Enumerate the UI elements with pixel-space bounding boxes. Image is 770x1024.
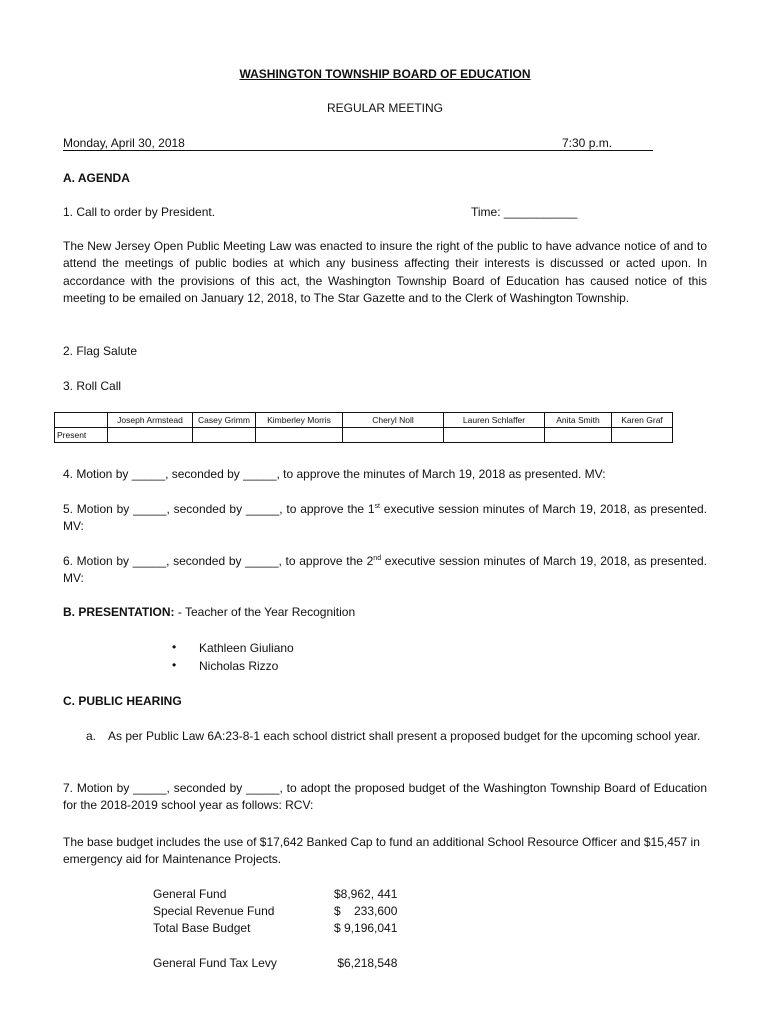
presentation-line: [63, 605, 355, 619]
present-cell[interactable]: [256, 428, 343, 443]
budget-value: $8,962, 441: [334, 887, 398, 901]
motion-5-text: 5. Motion by _____, seconded by _____, to approve the 1: [63, 502, 375, 516]
motion-6-text: 6. Motion by _____, seconded by _____, to approve the 2: [63, 554, 374, 568]
present-cell[interactable]: [444, 428, 545, 443]
present-cell[interactable]: [108, 428, 193, 443]
document-title: WASHINGTON TOWNSHIP BOARD OF EDUCATION: [239, 67, 531, 81]
roll-call-table: [54, 412, 673, 443]
member-name: Karen Graf: [612, 413, 673, 428]
motion-5-text-end: executive session minutes of March 19, 2018, as presented. MV:: [63, 502, 707, 534]
present-cell[interactable]: [545, 428, 612, 443]
agenda-heading: A. AGENDA: [63, 171, 130, 185]
member-name: Cheryl Noll: [343, 413, 444, 428]
member-name: Casey Grimm: [193, 413, 256, 428]
present-cell[interactable]: [612, 428, 673, 443]
bullet-icon: •: [172, 658, 177, 672]
public-hearing-heading: C. PUBLIC HEARING: [63, 694, 182, 708]
budget-label: Special Revenue Fund: [153, 904, 275, 918]
budget-label: General Fund Tax Levy: [153, 956, 277, 970]
present-cell[interactable]: [193, 428, 256, 443]
honoree-name: Kathleen Giuliano: [199, 641, 294, 655]
flag-salute: 2. Flag Salute: [63, 344, 138, 358]
honoree-name: Nicholas Rizzo: [199, 659, 279, 673]
member-name: Kimberley Morris: [256, 413, 343, 428]
meeting-time: 7:30 p.m.: [562, 136, 613, 150]
call-to-order: 1. Call to order by President.: [63, 205, 216, 219]
meeting-type: REGULAR MEETING: [326, 101, 443, 115]
motion-4: 4. Motion by _____, seconded by _____, to approve the minutes of March 19, 2018 as presented. MV:: [63, 467, 606, 481]
base-budget-text: The base budget includes the use of $17,642 Banked Cap to fund an additional School Resource Officer and $15,457 in emergency aid for Maintenance Projects.: [63, 835, 700, 867]
roll-call: 3. Roll Call: [63, 379, 122, 393]
motion-6-text-end: executive session minutes of March 19, 2018, as presented. MV:: [63, 554, 707, 586]
table-row: [55, 428, 673, 443]
time-field: Time: ___________: [471, 205, 578, 219]
present-label: Present: [55, 428, 108, 443]
budget-value: $6,218,548: [334, 956, 398, 970]
item-marker: a.: [86, 729, 97, 743]
date-line: [63, 136, 653, 151]
budget-value: $ 233,600: [334, 904, 398, 918]
member-name: Joseph Armstead: [108, 413, 193, 428]
bullet-icon: •: [172, 640, 177, 654]
opma-statement: The New Jersey Open Public Meeting Law was enacted to insure the right of the public to have advance notice of and to attend the meetings of public bodies at which any business affecting their interests is discussed or acted upon. In accordance with the provisions of this act, the Washington Township Board of Education has caused notice of this meeting to be emailed on January 12, 2018, to The Star Gazette and to the Clerk of Washington Township.: [63, 239, 707, 306]
budget-label: Total Base Budget: [153, 921, 251, 935]
motion-7: 7. Motion by _____, seconded by _____, to adopt the proposed budget of the Washington Township Board of Education for the 2018-2019 school year as follows: RCV:: [63, 781, 707, 813]
meeting-date: Monday, April 30, 2018: [63, 136, 185, 150]
budget-label: General Fund: [153, 887, 227, 901]
present-cell[interactable]: [343, 428, 444, 443]
table-row: [55, 413, 673, 428]
ordinal-suffix: st: [374, 503, 380, 510]
presentation-subject: - Teacher of the Year Recognition: [174, 605, 356, 619]
table-cell: [55, 413, 108, 428]
member-name: Lauren Schlaffer: [444, 413, 545, 428]
budget-value: $ 9,196,041: [334, 921, 398, 935]
ordinal-suffix: nd: [373, 555, 382, 562]
presentation-heading: B. PRESENTATION:: [63, 605, 175, 619]
public-law-item: As per Public Law 6A:23-8-1 each school district shall present a proposed budget for the upcoming school year.: [108, 729, 701, 743]
motion-6: [63, 553, 707, 588]
member-name: Anita Smith: [545, 413, 612, 428]
motion-5: [63, 501, 707, 536]
